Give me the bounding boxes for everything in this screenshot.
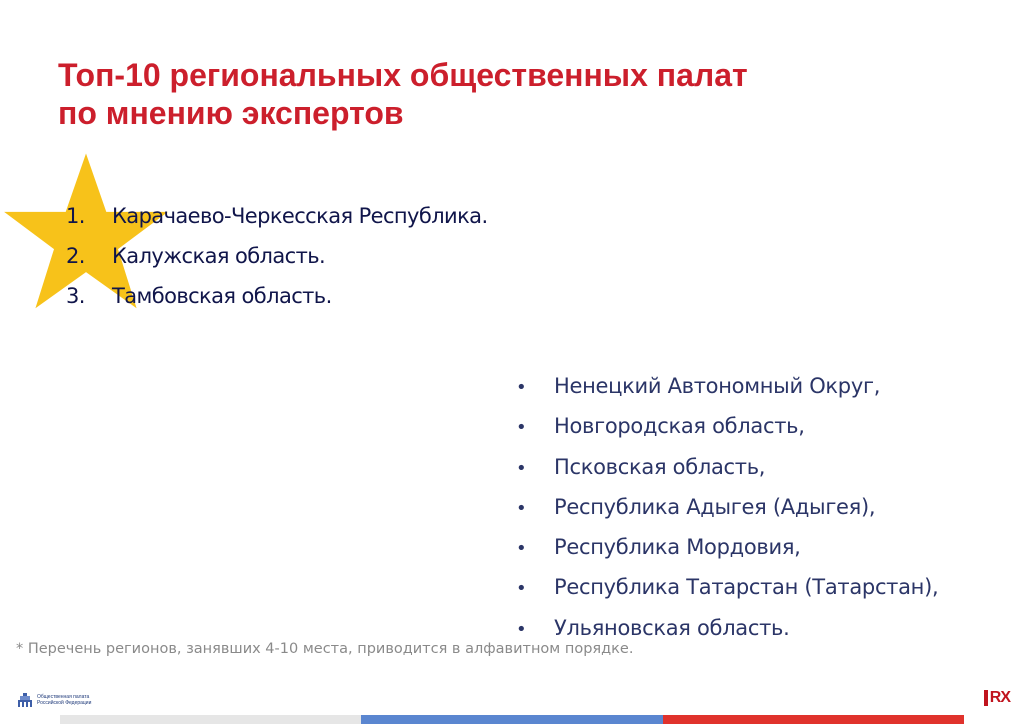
- title-line-2: по мнению экспертов: [58, 95, 404, 131]
- item-text: Карачаево-Черкесская Республика.: [112, 204, 488, 228]
- item-text: Ненецкий Автономный Округ,: [554, 374, 881, 398]
- page-title: [58, 56, 958, 132]
- tricolor-bar: [60, 715, 964, 724]
- bullet-icon: •: [516, 578, 527, 600]
- list-item: [66, 236, 488, 276]
- bullet-icon: •: [516, 417, 527, 439]
- list-item: [516, 366, 938, 406]
- footnote: * Перечень регионов, занявших 4-10 места, приводится в алфавитном порядке.: [16, 641, 634, 657]
- item-text: Тамбовская область.: [112, 284, 332, 308]
- list-item: [516, 406, 938, 446]
- list-item: [516, 487, 938, 527]
- item-number: 3.: [66, 284, 85, 308]
- item-text: Республика Татарстан (Татарстан),: [554, 575, 939, 600]
- title-line-1: Топ-10 региональных общественных палат: [58, 57, 748, 93]
- item-text: Республика Адыгея (Адыгея),: [554, 494, 876, 519]
- rx-logo-bar: [984, 690, 988, 706]
- tricolor-white-stripe: [60, 715, 361, 724]
- chamber-logo-text: Общественная палата Российской Федерации: [37, 694, 92, 706]
- places-4-10-list: [516, 366, 938, 648]
- item-number: 1.: [66, 204, 85, 228]
- bullet-icon: •: [516, 618, 527, 640]
- list-item: [66, 276, 488, 316]
- top-3-list: [66, 196, 488, 316]
- list-item: [516, 447, 938, 487]
- list-item: [516, 567, 938, 607]
- item-number: 2.: [66, 244, 85, 268]
- item-text: Ульяновская область.: [554, 615, 790, 640]
- item-text: Калужская область.: [112, 244, 326, 268]
- item-text: Псковская область,: [554, 454, 766, 479]
- bullet-icon: •: [516, 457, 527, 479]
- rx-logo-text: RX: [989, 689, 1010, 706]
- item-text: Новгородская область,: [554, 414, 805, 439]
- tricolor-red-stripe: [663, 715, 964, 724]
- civic-chamber-logo: [16, 690, 107, 710]
- bullet-icon: •: [516, 377, 527, 398]
- tricolor-blue-stripe: [361, 715, 662, 724]
- list-item: [516, 527, 938, 567]
- list-item: [66, 196, 488, 236]
- chamber-emblem-icon: [16, 691, 34, 709]
- bullet-icon: •: [516, 497, 527, 519]
- item-text: Республика Мордовия,: [554, 535, 801, 560]
- rx-logo: [984, 689, 1010, 707]
- bullet-icon: •: [516, 538, 527, 560]
